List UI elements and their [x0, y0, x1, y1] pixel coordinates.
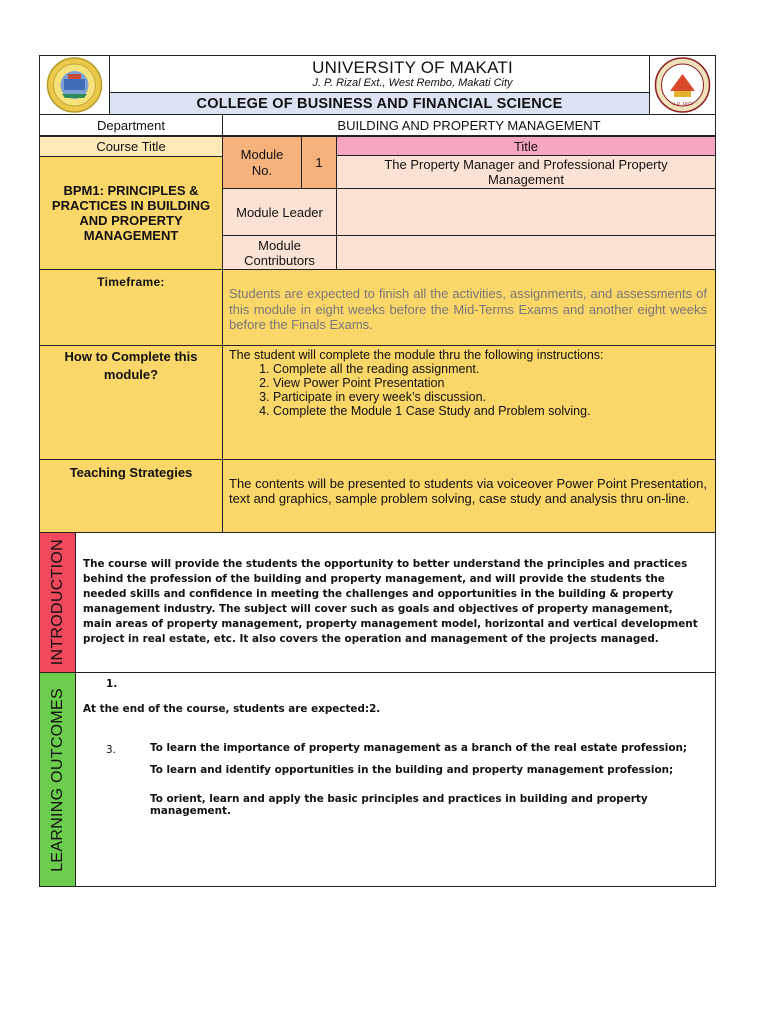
module-title-value: The Property Manager and Professional Property Management	[384, 157, 668, 187]
module-no-value-cell	[301, 136, 337, 189]
timeframe-text-cell	[222, 269, 716, 346]
university-address: J. P. Rizal Ext., West Rembo, Makati City	[312, 77, 513, 89]
college-band	[109, 92, 650, 115]
instruction-item: 1. Complete all the reading assignment.	[273, 362, 707, 376]
how-to-intro: The student will complete the module thru the following instructions:	[229, 348, 604, 362]
course-title-label: Course Title	[96, 139, 166, 154]
how-to-text-cell	[222, 345, 716, 460]
introduction-band	[39, 532, 76, 673]
teaching-text-cell	[222, 459, 716, 533]
introduction-label: INTRODUCTION	[48, 539, 66, 666]
instruction-item: 4. Complete the Module 1 Case Study and Problem solving.	[273, 404, 707, 418]
teaching-label-cell	[39, 459, 223, 533]
module-contributors-label-cell	[222, 235, 337, 270]
outcome-item-2: To learn and identify opportunities in the building and property management profession;	[150, 764, 674, 776]
module-contributors-label: Module Contributors	[244, 237, 315, 268]
seal-year: A.D. 1972	[672, 101, 693, 106]
university-seal-right	[650, 56, 715, 114]
college-name: COLLEGE OF BUSINESS AND FINANCIAL SCIENCE	[196, 95, 563, 112]
timeframe-text: Students are expected to finish all the activities, assignments, and assessments of this module in eight weeks before the Mid-Terms Exams and another eight weeks before the Finals Exams.	[229, 286, 707, 332]
module-leader-value-cell	[336, 188, 716, 236]
module-no-label: Module No.	[240, 146, 284, 178]
department-label-cell	[39, 114, 223, 136]
department-value: BUILDING AND PROPERTY MANAGEMENT	[337, 117, 601, 133]
introduction-text: The course will provide the students the opportunity to better understand the principles and practices behind the profession of the building and property management, and will provide the students the needed skills and confidence in meeting the challenges and opportunities in the building & property management industry. The subject will cover such as goals and objectives of property management, main areas of property management, property management model, horizontal and vertical development project in real estate, etc. It also covers the operation and management of the projects managed.	[83, 558, 698, 645]
course-title-label-cell	[39, 136, 223, 157]
module-no-value: 1	[315, 155, 323, 170]
outcome-intro-line: At the end of the course, students are expected:2.	[83, 703, 381, 715]
module-title-label-cell	[336, 136, 716, 156]
module-leader-label: Module Leader	[236, 204, 323, 220]
module-contributors-value-cell	[336, 235, 716, 270]
university-title-cell	[109, 55, 716, 93]
outcome-number-3: 3.	[106, 744, 116, 756]
course-title-value: BPM1: PRINCIPLES & PRACTICES IN BUILDING AND PROPERTY MANAGEMENT	[51, 183, 211, 243]
outcome-number-1: 1.	[106, 678, 118, 690]
timeframe-label: Timeframe:	[97, 275, 165, 289]
instruction-list	[229, 362, 707, 418]
module-title-label: Title	[513, 138, 539, 154]
instruction-item: 3. Participate in every week’s discussion.	[273, 390, 707, 404]
module-leader-label-cell	[222, 188, 337, 236]
university-seal-left	[40, 56, 109, 114]
timeframe-label-cell	[39, 269, 223, 346]
how-to-label: How to Complete this module?	[64, 349, 198, 382]
department-label: Department	[97, 117, 165, 133]
learning-outcomes-label: LEARNING OUTCOMES	[48, 687, 66, 872]
header-logo-left-cell	[39, 55, 110, 115]
department-value-cell	[222, 114, 716, 136]
teaching-text: The contents will be presented to students via voiceover Power Point Presentation, text and graphics, sample problem solving, case study and analysis thru on-line.	[229, 476, 707, 506]
header-logo-right-cell	[649, 55, 716, 115]
learning-outcomes-band	[39, 672, 76, 887]
how-to-label-cell	[39, 345, 223, 460]
outcome-item-3: To orient, learn and apply the basic principles and practices in building and property management.	[150, 793, 648, 817]
introduction-text-cell	[75, 532, 716, 673]
module-no-label-cell	[222, 136, 302, 189]
course-title-value-cell	[39, 156, 223, 270]
module-title-value-cell	[336, 155, 716, 189]
learning-outcomes-cell	[75, 672, 716, 887]
instruction-item: 2. View Power Point Presentation	[273, 376, 707, 390]
outcome-item-1: To learn the importance of property management as a branch of the real estate profession;	[150, 742, 688, 754]
university-name: UNIVERSITY OF MAKATI	[312, 58, 513, 77]
teaching-label: Teaching Strategies	[69, 465, 193, 480]
